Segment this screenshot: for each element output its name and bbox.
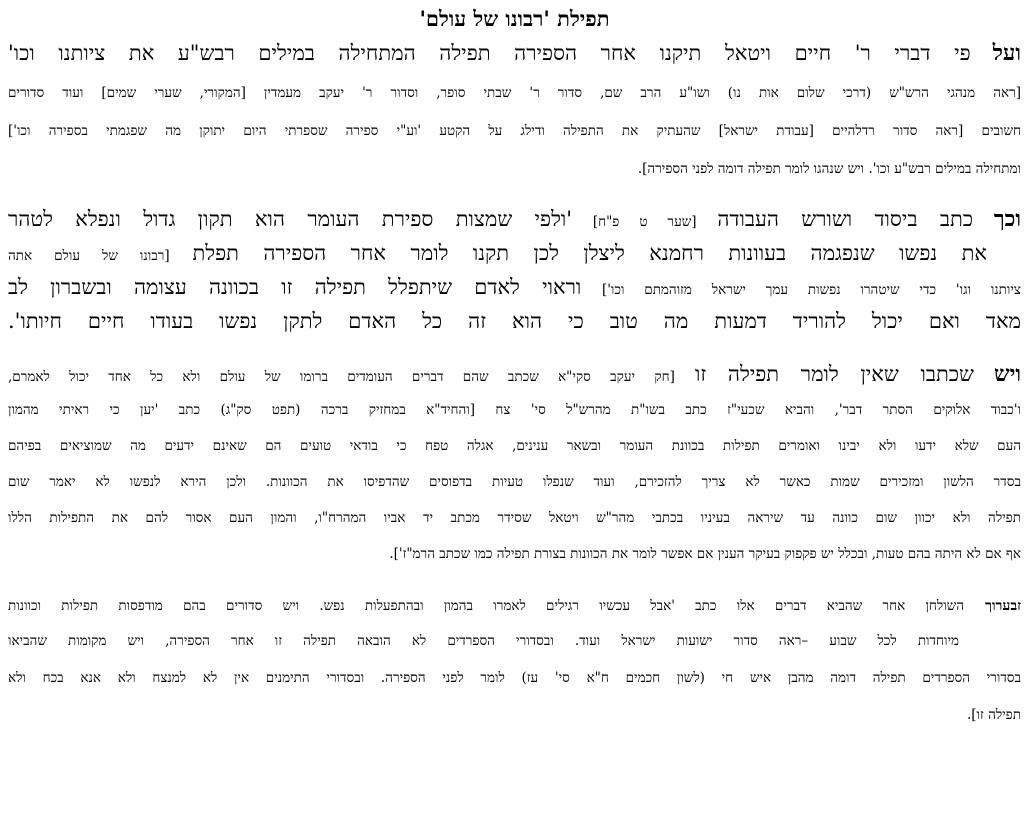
- paragraph-2-line-1-text-b: 'ולפי שמצות ספירת העומר הוא תקון גדול ונפלא לטהר: [8, 207, 573, 231]
- paragraph-4-lead-word: זבערוך: [985, 598, 1021, 614]
- paragraph-2-lead-word: וכך: [993, 206, 1021, 232]
- paragraph-4-line-2: מיוחדות לכל שבוע –ראה סדור ישועות ישראל ועוד. ובסדורי הספרדים לא הובאה תפילה זו אחר הספירה, ויש מקומות שהביאו: [8, 633, 959, 649]
- paragraph-2-line-4: מאד ואם יכול להוריד דמעות מה טוב כי הוא זה כל האדם לתקן נפשו בעודו חיים חיותו'.: [8, 309, 1021, 333]
- paragraph-2-line-1: [8, 202, 1021, 236]
- paragraph-1-lead-word: ועל: [992, 40, 1021, 66]
- paragraph-3-line-2: ו'כבוד אלוקים הסתר דבר', והביא שכעי"ז כתב בשו"ת מהרש"ל סי' צח [והחיד"א במחזיק ברכה (תפט סק"ג) כתב 'יען כי ראיתי מהמון: [8, 402, 1021, 418]
- paragraph-3-line-3: העם שלא ידעו ולא יבינו ואומרים תפילות בכוונת העומר ובשאר ענינים, אגלה טפח כי בודאי טועים הם שאינם ידעים מה שמוציאים בפיהם: [8, 438, 1021, 454]
- paragraph-3-line-6: אף אם לא היתה בהם טעות, ובכלל יש פקפוק בעיקר הענין אם אפשר לומר את הכוונות בצורת תפילה כמו שכתב הרמ"ז'].: [389, 546, 1021, 562]
- paragraph-1-line-1-text: פי דברי ר' חיים ויטאל תיקנו אחר הספירה תפילה המתחילה במילים רבש"ע את ציותנו וכו': [8, 41, 971, 65]
- paragraph-2-line-1-text-a: כתב ביסוד ושורש העבודה: [717, 207, 974, 231]
- paragraph-2-line-3-text: וראוי לאדם שיתפלל תפילה זו בכוונה עצומה ובשברון לב: [8, 275, 582, 299]
- paragraph-3-line-5: תפילה ולא יכוון שום כוונה עד שיראה בעיניו בכתבי מהר"ש ויטאל שסידר מכתב יד אביו המהרח"ו, והמון העם אסור להם את התפילות הללו: [8, 510, 1021, 526]
- paragraph-1: [8, 32, 1021, 188]
- paragraph-3-line-1: [8, 356, 1021, 392]
- paragraph-3: [8, 356, 1021, 572]
- document-title: תפילת 'רבונו של עולם': [419, 6, 610, 31]
- paragraph-1-line-3: חשובים [ראה סדור רדלהיים [עבודת ישראל] שהעתיק את התפילה ודילג על הקטע 'וע"י ספירה שספרתי היום יתוקן מה שפגמתי בספירה וכו']: [8, 123, 1021, 139]
- paragraph-1-line-2: [ראה מנהגי הרש"ש (דרכי שלום אות נו) ושו"ע הרב שם, סדור ר' שבתי סופר, וסדור ר' יעקב מעמדין [המקורי, שערי שמים] ועוד סדורים: [8, 85, 1021, 101]
- paragraph-2-line-2: [8, 236, 1021, 270]
- paragraph-2-line-3-citation: ציותנו וגו' כדי שיטהרו נפשות עמך ישראל מזוהמתם וכו']: [601, 282, 1021, 298]
- paragraph-1-line-4: ומתחילה במילים רבש"ע וכו'. ויש שנהגו לומר תפילה דומה לפני הספירה].: [637, 161, 1021, 177]
- paragraph-2-line-2-citation: [רבונו של עולם אתה: [8, 248, 170, 264]
- paragraph-2: [8, 202, 1021, 338]
- paragraph-4-line-1: [8, 586, 1021, 623]
- paragraph-3-line-4: בסדר הלשון ומזכירים שמות כאשר לא צריך להזכירם, ועוד שנפלו טעיות בדפוסים שהדפיסו את הכוונות. ולכן הירא לנפשו לא יאמר שום: [8, 474, 1021, 490]
- paragraph-3-line-1-citation: [חק יעקב סקי"א שכתב שהם דברים העומדים ברומו של עולם ולא כל אחד יכול לאמרם,: [8, 369, 675, 385]
- paragraph-2-line-3: [8, 270, 1021, 304]
- paragraph-4-line-4: תפילה זו].: [967, 707, 1021, 723]
- paragraph-4: [8, 586, 1021, 734]
- paragraph-1-line-1: [8, 32, 1021, 74]
- paragraph-3-line-1-text: שכתבו שאין לומר תפילה זו: [694, 362, 974, 386]
- paragraph-2-line-1-citation: [שער ט פ"ח]: [592, 214, 697, 230]
- paragraph-4-line-3: בסדורי הספרדים תפילה דומה מהבן איש חי (לשון חכמים ח"א סי' עז) לומר לפני הספירה. ובסדורי התימנים אין לא למנצח ולא אנא בכח ולא: [8, 670, 1021, 686]
- paragraph-3-lead-word: ויש: [994, 361, 1021, 387]
- paragraph-2-line-2-text: את נפשו שנפגמה בעוונות רחמנא ליצלן לכן תקנו לומר אחר הספירה תפלת: [192, 241, 987, 265]
- paragraph-4-line-1-text: השולחן אחר שהביא דברים אלו כתב 'אבל עכשיו רגילים לאמרו בהמון ובהתפעלות נפש. ויש סדורים בהם מודפסות תפילות וכוונות: [8, 598, 965, 614]
